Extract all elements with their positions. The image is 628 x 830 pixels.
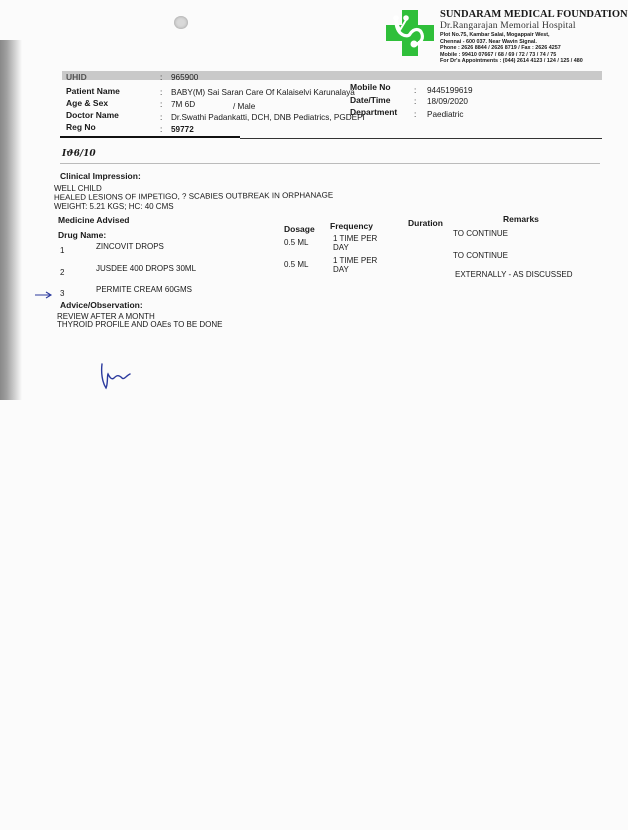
drug-frequency: 1 TIME PER	[333, 256, 378, 265]
header-rule-thin	[240, 138, 602, 139]
col-dosage-header: Dosage	[284, 224, 315, 234]
row-number: 2	[60, 268, 65, 277]
drug-dosage: 0.5 ML	[284, 238, 309, 247]
uhid-value: 965900	[171, 73, 199, 82]
mobile-label: Mobile No	[350, 82, 391, 92]
hospital-name: SUNDARAM MEDICAL FOUNDATION	[440, 9, 628, 20]
col-drug-header: Drug Name:	[58, 230, 107, 240]
colon: :	[414, 97, 417, 106]
clinical-line: WEIGHT: 5.21 KGS; HC: 40 CMS	[54, 202, 174, 211]
sex-value: / Male	[233, 102, 256, 111]
drug-frequency-cont: DAY	[333, 243, 349, 252]
colon: :	[160, 88, 163, 97]
drug-remarks: TO CONTINUE	[453, 251, 508, 260]
row-number: 1	[60, 246, 65, 255]
date-value: 18/09/2020	[427, 97, 468, 106]
doctor-value: Dr.Swathi Padankatti, DCH, DNB Pediatrics, PGDEPI	[171, 113, 365, 122]
handwritten-arrow-icon	[34, 290, 54, 300]
address-line: Phone : 2626 8844 / 2626 8719 / Fax : 2626 4257	[440, 45, 561, 52]
drug-remarks: TO CONTINUE	[453, 229, 508, 238]
address-line: Chennai - 600 037. Near Wavin Signal.	[440, 38, 537, 45]
signature-mark	[96, 362, 136, 394]
punch-hole	[174, 16, 188, 29]
drug-name: PERMITE CREAM 60GMS	[96, 285, 193, 294]
drug-name: ZINCOVIT DROPS	[96, 242, 164, 251]
patient-name-value: BABY(M) Sai Saran Care Of Kalaiselvi Karunalaya	[171, 88, 355, 97]
divider	[60, 163, 600, 164]
uhid-label: UHID	[66, 72, 87, 82]
drug-frequency: 1 TIME PER	[333, 234, 378, 243]
date-label: Date/Time	[350, 95, 391, 105]
clinical-line: WELL CHILD	[54, 184, 102, 193]
reg-label: Reg No	[66, 122, 96, 132]
address-line: For Dr's Appointments : (044) 2614 4123 / 124 / 125 / 480	[440, 58, 583, 65]
advice-line: THYROID PROFILE AND OAEs TO BE DONE	[57, 320, 223, 329]
header-rule	[60, 136, 240, 138]
colon: :	[160, 113, 163, 122]
drug-name: JUSDEE 400 DROPS 30ML	[96, 264, 197, 273]
age-sex-label: Age & Sex	[66, 98, 109, 108]
clinical-impression-heading: Clinical Impression:	[60, 171, 141, 181]
reg-value: 59772	[171, 125, 194, 134]
hospital-address	[440, 32, 583, 65]
scan-shadow	[0, 40, 22, 400]
hospital-logo-icon	[386, 10, 434, 56]
doctor-label: Doctor Name	[66, 110, 119, 120]
handwritten-code: Ιϑϐ/10	[62, 149, 96, 159]
row-number: 3	[60, 289, 65, 298]
department-value: Paediatric	[427, 110, 464, 119]
clinical-line: HEALED LESIONS OF IMPETIGO, ? SCABIES OUTBREAK IN ORPHANAGE	[53, 190, 334, 202]
address-line: Plot No.75, Kambar Salai, Mogappair West,	[440, 32, 550, 38]
colon: :	[414, 110, 417, 119]
department-label: Department	[350, 107, 398, 117]
address-line: Mobile : 99410 07667 / 68 / 69 / 72 / 73 / 74 / 75	[440, 51, 557, 58]
header-band	[62, 71, 602, 80]
col-remarks-header: Remarks	[503, 214, 539, 224]
age-value: 7M 6D	[171, 100, 196, 109]
colon: :	[414, 86, 417, 95]
advice-line: REVIEW AFTER A MONTH	[57, 312, 155, 321]
drug-frequency-cont: DAY	[333, 265, 349, 274]
advice-heading: Advice/Observation:	[60, 300, 143, 310]
col-duration-header: Duration	[408, 218, 443, 228]
hospital-subname: Dr.Rangarajan Memorial Hospital	[440, 21, 576, 31]
patient-name-label: Patient Name	[66, 86, 120, 96]
medicine-heading: Medicine Advised	[58, 215, 130, 225]
colon: :	[160, 125, 163, 134]
drug-remarks: EXTERNALLY - AS DISCUSSED	[455, 270, 573, 279]
colon: :	[160, 73, 163, 82]
mobile-value: 9445199619	[427, 86, 473, 95]
drug-dosage: 0.5 ML	[284, 260, 309, 269]
col-frequency-header: Frequency	[330, 221, 373, 231]
colon: :	[160, 100, 163, 109]
